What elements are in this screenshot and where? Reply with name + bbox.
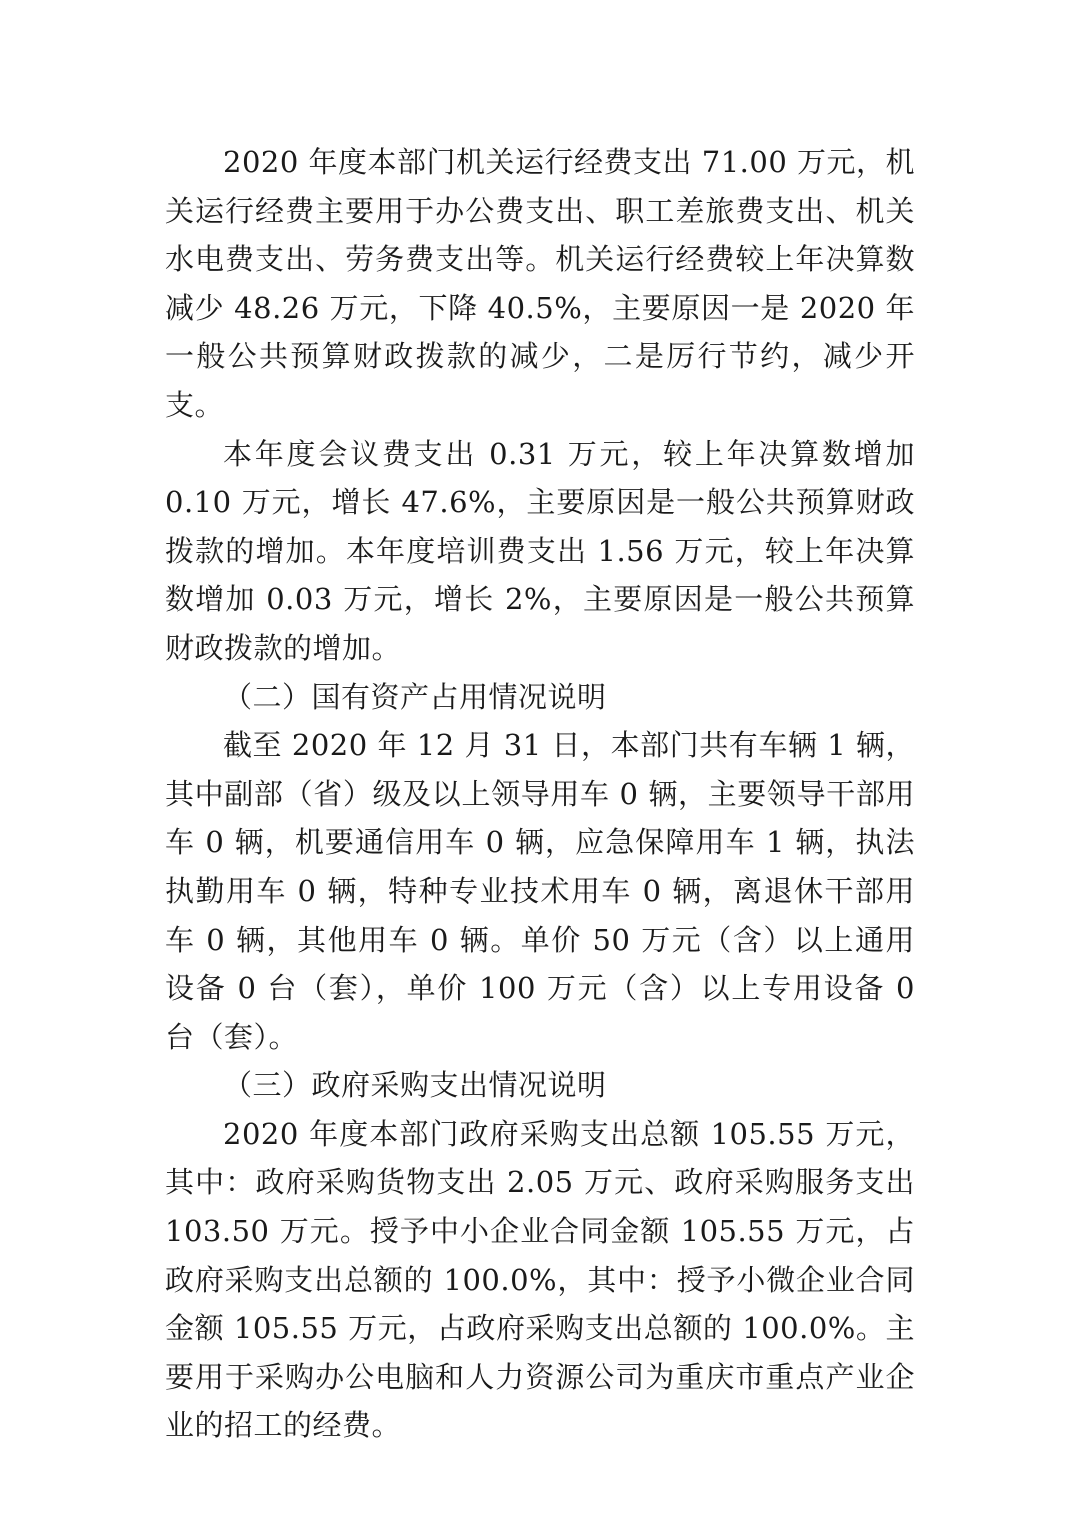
paragraph-meeting-training-expenses: 本年度会议费支出 0.31 万元，较上年决算数增加 0.10 万元，增长 47.6%，主要原因是一般公共预算财政拨款的增加。本年度培训费支出 1.56 万元，较上年决算数增加 0.03 万元，增长 2%，主要原因是一般公共预算财政拨款的增加。: [165, 436, 915, 665]
paragraph-procurement-details: 2020 年度本部门政府采购支出总额 105.55 万元，其中：政府采购货物支出 2.05 万元、政府采购服务支出 103.50 万元。授予中小企业合同金额 105.55 万元，占政府采购支出总额的 100.0%，其中：授予小微企业合同金额 105.55 万元，占政府采购支出总额的 100.0%。主要用于采购办公电脑和人力资源公司为重庆市重点产业企业的招工的经费。: [165, 1116, 915, 1443]
paragraph-vehicles-equipment: 截至 2020 年 12 月 31 日，本部门共有车辆 1 辆，其中副部（省）级及以上领导用车 0 辆，主要领导干部用车 0 辆，机要通信用车 0 辆，应急保障用车 1 辆，执法执勤用车 0 辆，特种专业技术用车 0 辆，离退休干部用车 0 辆，其他用车 0 辆。单价 50 万元（含）以上通用设备 0 台（套），单价 100 万元（含）以上专用设备 0 台（套）。: [165, 728, 915, 1054]
section-heading-state-assets: （二）国有资产占用情况说明: [223, 679, 607, 714]
paragraph-operating-expenses: 2020 年度本部门机关运行经费支出 71.00 万元，机关运行经费主要用于办公费支出、职工差旅费支出、机关水电费支出、劳务费支出等。机关运行经费较上年决算数减少 48.26 万元，下降 40.5%，主要原因一是 2020 年一般公共预算财政拨款的减少，二是厉行节约，减少开支。: [165, 145, 915, 422]
section-heading-government-procurement: （三）政府采购支出情况说明: [223, 1068, 607, 1103]
document-body: [165, 138, 915, 1450]
